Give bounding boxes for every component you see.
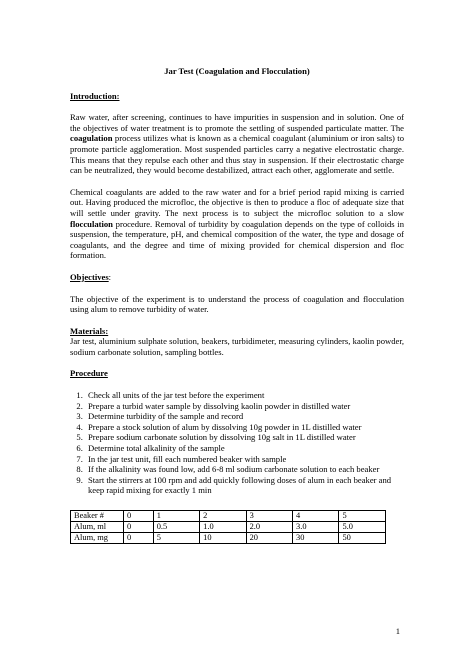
- table-cell: 3: [246, 511, 292, 522]
- intro-p1-bold-term: coagulation: [70, 133, 113, 144]
- procedure-steps-list: [70, 390, 404, 496]
- procedure-step: 3. Determine turbidity of the sample and record: [85, 411, 404, 422]
- objectives-heading: [70, 272, 404, 283]
- table-row: [71, 533, 386, 544]
- intro-p2-text-a: Chemical coagulants are added to the raw water and for a brief period rapid mixing is carried out. Having produced the microfloc, the objective is then to produce a floc of adequate size that will settle under gravity. The next process is to subject the microfloc solution to a slow: [70, 186, 404, 218]
- objectives-paragraph: The objective of the experiment is to understand the process of coagulation and flocculation using alum to remove turbidity of water.: [70, 293, 404, 315]
- procedure-step: 7. In the jar test unit, fill each numbered beaker with sample: [85, 454, 404, 465]
- procedure-step: 6. Determine total alkalinity of the sample: [85, 443, 404, 454]
- table-cell: 2: [200, 511, 246, 522]
- alum-dose-table-body: [71, 511, 386, 544]
- procedure-heading: Procedure: [70, 368, 108, 379]
- table-row: [71, 511, 386, 522]
- table-cell: 0.5: [153, 522, 199, 533]
- procedure-step: 9. Start the stirrers at 100 rpm and add quickly following doses of alum in each beaker and keep rapid mixing for exactly 1 min: [85, 475, 404, 496]
- table-cell: 5: [339, 511, 386, 522]
- intro-p1-text-a: Raw water, after screening, continues to have impurities in suspension and in solution. One of the objectives of water treatment is to promote the settling of suspended particulate matter. The: [70, 112, 404, 133]
- table-cell: Beaker #: [71, 511, 124, 522]
- table-cell: 0: [124, 533, 154, 544]
- table-cell: 0: [124, 511, 154, 522]
- procedure-step: 5. Prepare sodium carbonate solution by dissolving 10g salt in 1L distilled water: [85, 432, 404, 443]
- document-title: Jar Test (Coagulation and Flocculation): [164, 66, 310, 76]
- table-cell: Alum, mg: [71, 533, 124, 544]
- alum-dose-table: [70, 510, 386, 544]
- table-cell: 0: [124, 522, 154, 533]
- introduction-paragraph-1: [70, 112, 404, 176]
- procedure-step: 1. Check all units of the jar test before the experiment: [85, 390, 404, 401]
- table-cell: 5: [153, 533, 199, 544]
- intro-p1-text-b: process utilizes what is known as a chemical coagulant (aluminium or iron salts) to promote particle agglomeration. Most suspended particles carry a negative electrostatic charge. This means that they repulse each other and thus stay in suspension. If their electrostatic charge can be neutralized, they would become destabilized, attract each other, agglomerate and settle.: [70, 133, 404, 176]
- page-number: 1: [395, 626, 400, 636]
- table-cell: 3.0: [293, 522, 339, 533]
- objectives-colon: :: [108, 271, 112, 282]
- intro-p2-bold-term: flocculation: [70, 218, 113, 229]
- table-cell: 20: [246, 533, 292, 544]
- procedure-step: 4. Prepare a stock solution of alum by dissolving 10g powder in 1L distilled water: [85, 422, 404, 433]
- procedure-step: 2. Prepare a turbid water sample by dissolving kaolin powder in distilled water: [85, 401, 404, 412]
- materials-heading: Materials:: [70, 325, 109, 336]
- table-cell: 30: [293, 533, 339, 544]
- objectives-heading-label: Objectives: [70, 271, 109, 282]
- table-cell: 1.0: [200, 522, 246, 533]
- procedure-step: 8. If the alkalinity was found low, add 6-8 ml sodium carbonate solution to each beaker: [85, 464, 404, 475]
- table-cell: Alum, ml: [71, 522, 124, 533]
- table-cell: 4: [293, 511, 339, 522]
- materials-paragraph: Jar test, aluminium sulphate solution, beakers, turbidimeter, measuring cylinders, kaolin powder, sodium carbonate solution, sampling bottles.: [70, 336, 404, 357]
- intro-p2-text-b: procedure. Removal of turbidity by coagulation depends on the type of colloids in suspension, the temperature, pH, and chemical composition of the water, the type and dosage of coagulants, and the degree and time of mixing provided for chemical dispersion and floc formation.: [70, 218, 404, 261]
- table-cell: 1: [153, 511, 199, 522]
- table-cell: 10: [200, 533, 246, 544]
- table-cell: 5.0: [339, 522, 386, 533]
- table-cell: 2.0: [246, 522, 292, 533]
- introduction-heading: Introduction:: [70, 90, 120, 101]
- document-body: [70, 66, 404, 544]
- table-cell: 50: [339, 533, 386, 544]
- table-row: [71, 522, 386, 533]
- introduction-paragraph-2: [70, 187, 404, 261]
